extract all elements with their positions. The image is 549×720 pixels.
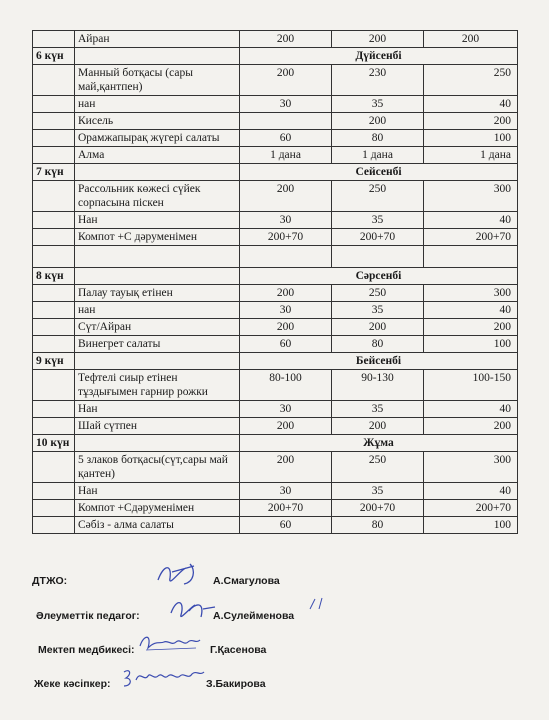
portion-age-1: 60 xyxy=(240,336,332,353)
handwritten-signature-3 xyxy=(136,630,206,656)
table-row xyxy=(33,212,518,229)
handwritten-signature-1 xyxy=(150,560,210,590)
weekday-name: Жұма xyxy=(240,435,518,452)
day-cell xyxy=(33,302,75,319)
table-row xyxy=(33,401,518,418)
day-cell xyxy=(33,212,75,229)
signature-name-suleimenova: А.Сулейменова xyxy=(213,610,295,622)
day-header-blank xyxy=(75,164,240,181)
table-row xyxy=(33,370,518,401)
table-row xyxy=(33,285,518,302)
portion-age-1: 200 xyxy=(240,452,332,483)
day-number: 10 күн xyxy=(33,435,75,452)
day-header-blank xyxy=(75,435,240,452)
day-header-row xyxy=(33,164,518,181)
portion-age-3: 200+70 xyxy=(424,500,518,517)
signature-name-kasenova: Г.Қасенова xyxy=(210,644,267,656)
dish-name: Нан xyxy=(75,401,240,418)
dish-name: Сүт/Айран xyxy=(75,319,240,336)
day-header-row xyxy=(33,268,518,285)
day-header-row xyxy=(33,48,518,65)
portion-age-3: 100-150 xyxy=(424,370,518,401)
portion-age-2: 250 xyxy=(332,452,424,483)
portion-age-2: 200+70 xyxy=(332,500,424,517)
dish-name: нан xyxy=(75,96,240,113)
portion-age-3: 100 xyxy=(424,130,518,147)
portion-age-3: 40 xyxy=(424,483,518,500)
day-number: 7 күн xyxy=(33,164,75,181)
day-number: 9 күн xyxy=(33,353,75,370)
table-row xyxy=(33,319,518,336)
signature-name-smagulova: А.Смагулова xyxy=(213,575,280,587)
table-row xyxy=(33,181,518,212)
portion-age-2: 200 xyxy=(332,113,424,130)
dish-name: Тефтелі сиыр етінен тұздығымен гарнир рожки xyxy=(75,370,240,401)
pen-mark xyxy=(316,597,326,611)
day-cell xyxy=(33,285,75,302)
portion-age-2: 200+70 xyxy=(332,229,424,246)
portion-age-1: 200 xyxy=(240,181,332,212)
day-header-blank xyxy=(75,48,240,65)
dish-name: Рассольник көжесі сүйек сорпасына піскен xyxy=(75,181,240,212)
table-row xyxy=(33,500,518,517)
portion-age-2: 80 xyxy=(332,336,424,353)
portion-age-2: 1 дана xyxy=(332,147,424,164)
portion-age-1: 30 xyxy=(240,96,332,113)
day-cell xyxy=(33,370,75,401)
dish-name: Сәбіз - алма салаты xyxy=(75,517,240,534)
dish-name: нан xyxy=(75,302,240,319)
portion-age-1: 1 дана xyxy=(240,147,332,164)
portion-age-3: 300 xyxy=(424,181,518,212)
day-number: 6 күн xyxy=(33,48,75,65)
table-row xyxy=(33,31,518,48)
portion-age-2: 250 xyxy=(332,181,424,212)
portion-age-1: 200+70 xyxy=(240,500,332,517)
dish-name: Айран xyxy=(75,31,240,48)
portion-age-1: 30 xyxy=(240,401,332,418)
table-row xyxy=(33,147,518,164)
signature-label-entrepreneur: Жеке кәсіпкер: xyxy=(34,678,111,690)
day-number: 8 күн xyxy=(33,268,75,285)
dish-name: Алма xyxy=(75,147,240,164)
dish-name: Компот +С дәруменімен xyxy=(75,229,240,246)
portion-age-2: 80 xyxy=(332,130,424,147)
day-cell xyxy=(33,147,75,164)
portion-age-2: 80 xyxy=(332,517,424,534)
signature-label-dtzho: ДТЖО: xyxy=(32,575,68,587)
portion-age-3: 200 xyxy=(424,113,518,130)
day-cell xyxy=(33,246,75,268)
portion-age-3: 200 xyxy=(424,418,518,435)
portion-age-2: 90-130 xyxy=(332,370,424,401)
table-row xyxy=(33,130,518,147)
weekday-name: Сейсенбі xyxy=(240,164,518,181)
signature-label-school-nurse: Мектеп медбикесі: xyxy=(38,644,135,656)
portion-age-2: 230 xyxy=(332,65,424,96)
dish-name: Кисель xyxy=(75,113,240,130)
day-cell xyxy=(33,113,75,130)
day-cell xyxy=(33,96,75,113)
portion-age-1: 80-100 xyxy=(240,370,332,401)
portion-age-1: 60 xyxy=(240,517,332,534)
portion-age-2: 35 xyxy=(332,96,424,113)
table-row xyxy=(33,452,518,483)
portion-age-3: 200+70 xyxy=(424,229,518,246)
portion-age-3: 100 xyxy=(424,336,518,353)
handwritten-signature-4 xyxy=(120,664,210,690)
table-row xyxy=(33,302,518,319)
day-cell xyxy=(33,500,75,517)
weekday-name: Дүйсенбі xyxy=(240,48,518,65)
portion-age-1: 200 xyxy=(240,65,332,96)
dish-name: Шай сүтпен xyxy=(75,418,240,435)
day-header-blank xyxy=(75,268,240,285)
dish-name: Компот +Сдәруменімен xyxy=(75,500,240,517)
day-cell xyxy=(33,336,75,353)
table-row xyxy=(33,483,518,500)
portion-age-1: 60 xyxy=(240,130,332,147)
table-row xyxy=(33,229,518,246)
table-row xyxy=(33,246,518,268)
dish-name: 5 злаков ботқасы(сүт,сары май қантен) xyxy=(75,452,240,483)
portion-age-1: 200+70 xyxy=(240,229,332,246)
dish-name: Винегрет салаты xyxy=(75,336,240,353)
portion-age-3: 40 xyxy=(424,212,518,229)
table-row xyxy=(33,517,518,534)
day-header-row xyxy=(33,435,518,452)
dish-name: Палау тауық етінен xyxy=(75,285,240,302)
portion-age-3: 200 xyxy=(424,31,518,48)
portion-age-1: 200 xyxy=(240,319,332,336)
portion-age-2: 200 xyxy=(332,418,424,435)
portion-age-2 xyxy=(332,246,424,268)
portion-age-3: 200 xyxy=(424,319,518,336)
dish-name: Орамжапырақ жүгері салаты xyxy=(75,130,240,147)
day-header-row xyxy=(33,353,518,370)
portion-age-2: 200 xyxy=(332,31,424,48)
signature-name-bakirova: З.Бакирова xyxy=(206,678,266,690)
portion-age-3: 300 xyxy=(424,452,518,483)
dish-name xyxy=(75,246,240,268)
portion-age-3: 300 xyxy=(424,285,518,302)
portion-age-3: 40 xyxy=(424,96,518,113)
portion-age-1: 30 xyxy=(240,212,332,229)
portion-age-3: 1 дана xyxy=(424,147,518,164)
day-cell xyxy=(33,452,75,483)
portion-age-1 xyxy=(240,113,332,130)
day-cell xyxy=(33,483,75,500)
signature-label-social-pedagogue: Әлеуметтік педагог: xyxy=(36,610,140,622)
day-cell xyxy=(33,517,75,534)
table-row xyxy=(33,65,518,96)
portion-age-2: 35 xyxy=(332,401,424,418)
portion-age-1: 200 xyxy=(240,31,332,48)
table-row xyxy=(33,96,518,113)
portion-age-3: 40 xyxy=(424,302,518,319)
table-row xyxy=(33,336,518,353)
table-row xyxy=(33,418,518,435)
portion-age-3 xyxy=(424,246,518,268)
portion-age-2: 250 xyxy=(332,285,424,302)
weekday-name: Бейсенбі xyxy=(240,353,518,370)
portion-age-1: 200 xyxy=(240,285,332,302)
day-cell xyxy=(33,401,75,418)
day-cell xyxy=(33,130,75,147)
portion-age-1: 30 xyxy=(240,302,332,319)
day-cell xyxy=(33,31,75,48)
handwritten-signature-2 xyxy=(165,595,225,625)
dish-name: Нан xyxy=(75,212,240,229)
day-cell xyxy=(33,181,75,212)
day-cell xyxy=(33,418,75,435)
portion-age-2: 200 xyxy=(332,319,424,336)
day-cell xyxy=(33,229,75,246)
day-cell xyxy=(33,65,75,96)
dish-name: Нан xyxy=(75,483,240,500)
portion-age-2: 35 xyxy=(332,302,424,319)
portion-age-2: 35 xyxy=(332,212,424,229)
portion-age-1 xyxy=(240,246,332,268)
portion-age-1: 30 xyxy=(240,483,332,500)
portion-age-3: 40 xyxy=(424,401,518,418)
day-cell xyxy=(33,319,75,336)
portion-age-2: 35 xyxy=(332,483,424,500)
dish-name: Манный ботқасы (сары май,қантпен) xyxy=(75,65,240,96)
menu-table xyxy=(32,30,518,534)
day-header-blank xyxy=(75,353,240,370)
table-row xyxy=(33,113,518,130)
portion-age-3: 100 xyxy=(424,517,518,534)
portion-age-1: 200 xyxy=(240,418,332,435)
weekday-name: Сәрсенбі xyxy=(240,268,518,285)
portion-age-3: 250 xyxy=(424,65,518,96)
